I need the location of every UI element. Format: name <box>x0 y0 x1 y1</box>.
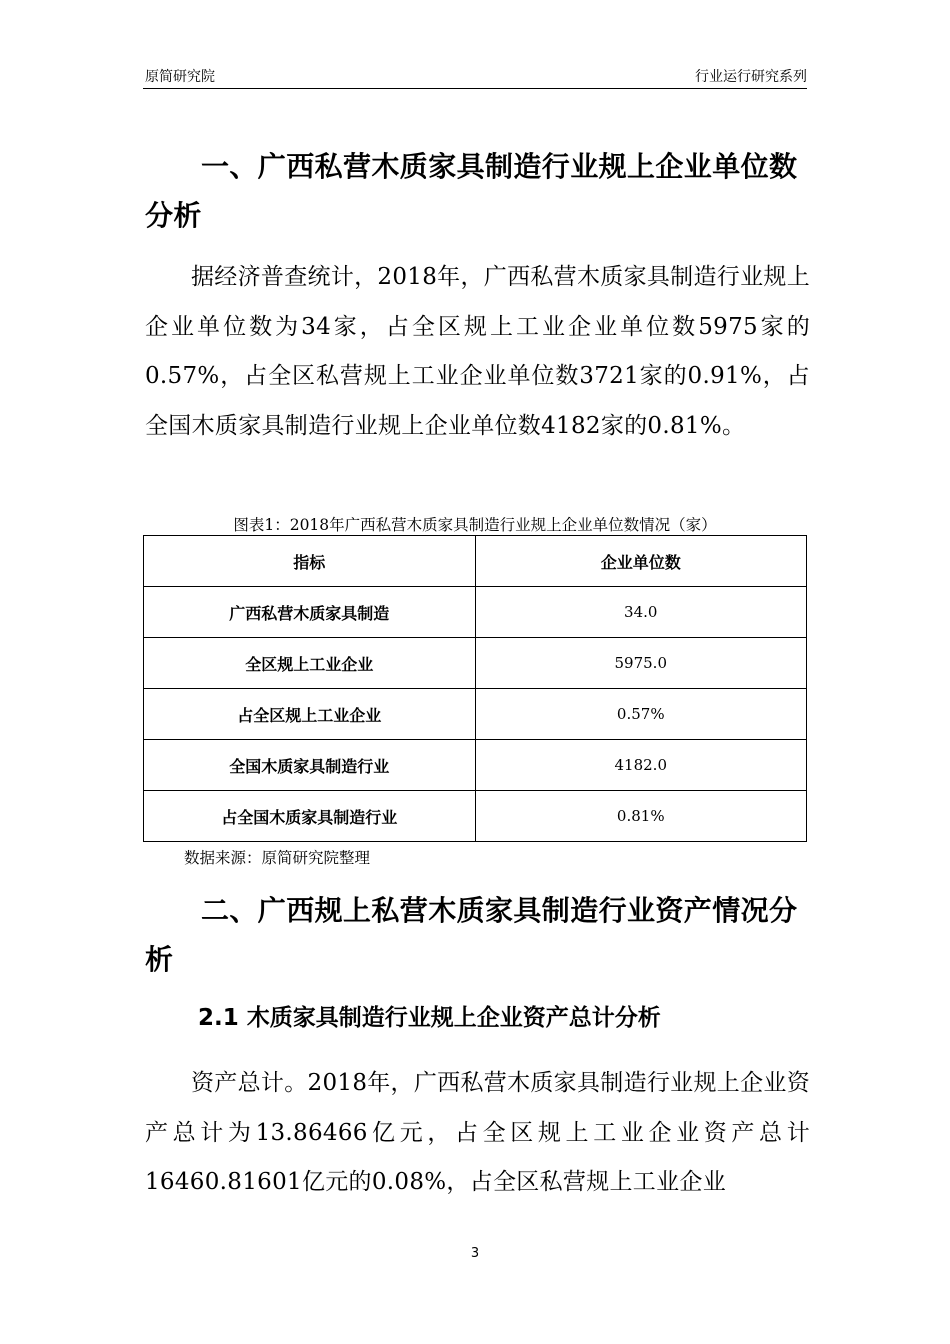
section2-paragraph: 资产总计。2018年，广西私营木质家具制造行业规上企业资产总计为13.86466亿元，占全区规上工业企业资产总计16460.81601亿元的0.08%，占全区私营规上工业企业 <box>145 1070 810 1195</box>
row-indicator: 全区规上工业企业 <box>144 638 476 689</box>
page-header-right: 行业运行研究系列 <box>695 69 807 85</box>
header-divider <box>143 88 807 89</box>
row-indicator: 全国木质家具制造行业 <box>144 740 476 791</box>
column-header-count: 企业单位数 <box>475 536 807 587</box>
column-header-indicator: 指标 <box>144 536 476 587</box>
section1-title: 一、广西私营木质家具制造行业规上企业单位数分析 <box>145 150 798 232</box>
table-row <box>144 638 807 689</box>
page-header-left: 原简研究院 <box>145 69 215 85</box>
row-value: 5975.0 <box>475 638 807 689</box>
row-indicator: 占全区规上工业企业 <box>144 689 476 740</box>
page-number: 3 <box>470 1246 480 1261</box>
section1-paragraph: 据经济普查统计，2018年，广西私营木质家具制造行业规上企业单位数为34家，占全区规上工业企业单位数5975家的0.57%，占全区私营规上工业企业单位数3721家的0.91%，占全国木质家具制造行业规上企业单位数4182家的0.81%。 <box>145 264 810 439</box>
section2-subtitle: 2.1 木质家具制造行业规上企业资产总计分析 <box>198 1005 661 1031</box>
row-value: 4182.0 <box>475 740 807 791</box>
table-row <box>144 587 807 638</box>
table-source: 数据来源：原简研究院整理 <box>184 849 371 867</box>
data-table <box>143 535 807 842</box>
row-value: 0.57% <box>475 689 807 740</box>
table-caption: 图表1：2018年广西私营木质家具制造行业规上企业单位数情况（家） <box>233 516 717 534</box>
row-indicator: 广西私营木质家具制造 <box>144 587 476 638</box>
table-row <box>144 740 807 791</box>
row-value: 0.81% <box>475 791 807 842</box>
table-row <box>144 689 807 740</box>
table-row <box>144 791 807 842</box>
table-header-row <box>144 536 807 587</box>
section2-title: 二、广西规上私营木质家具制造行业资产情况分析 <box>145 894 798 976</box>
row-value: 34.0 <box>475 587 807 638</box>
row-indicator: 占全国木质家具制造行业 <box>144 791 476 842</box>
